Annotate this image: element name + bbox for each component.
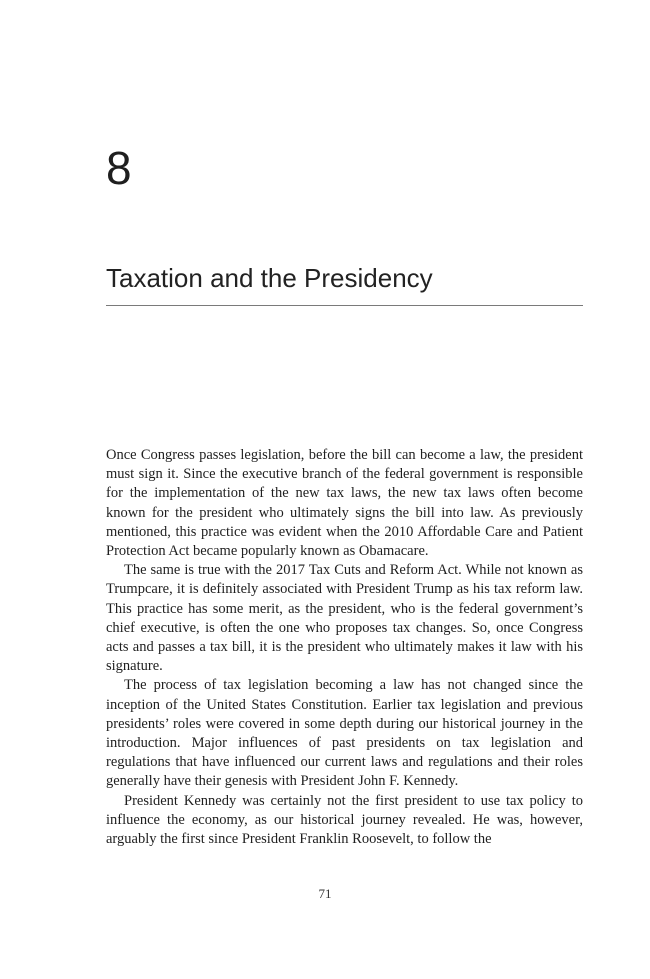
paragraph: The same is true with the 2017 Tax Cuts and Reform Act. While not known as Trumpcare, it is definitely associated with President Trump as his tax reform law. This practice has some merit, as the president, who is the federal government’s chief executive, is often the one who proposes tax changes. So, once Congress acts and passes a tax bill, it is the president who ultimately makes it law with his signature. <box>106 562 583 675</box>
paragraph: The process of tax legislation becoming a law has not changed since the inception of the United States Constitution. Earlier tax legislation and previous presidents’ roles were covered in some depth during our historical journey in the introduction. Major influences of past presidents on tax legislation and regulations that have influenced our current laws and regulations and their roles generally have their genesis with President John F. Kennedy. <box>106 677 583 790</box>
chapter-title: Taxation and the Presidency <box>106 263 433 293</box>
paragraph: President Kennedy was certainly not the first president to use tax policy to influence the economy, as our historical journey revealed. He was, however, arguably the first since President Franklin Roosevelt, to follow the <box>106 792 583 848</box>
body-text <box>106 446 583 849</box>
paragraph: Once Congress passes legislation, before the bill can become a law, the president must sign it. Since the executive branch of the federal government is responsible for the implementation of the new tax laws, the new tax laws often become known for the president who ultimately signs the bill into law. As previously mentioned, this practice was evident when the 2010 Affordable Care and Patient Protection Act became popularly known as Obamacare. <box>106 447 583 560</box>
title-rule <box>106 305 583 306</box>
chapter-number: 8 <box>106 142 132 194</box>
page-number: 71 <box>318 886 332 901</box>
